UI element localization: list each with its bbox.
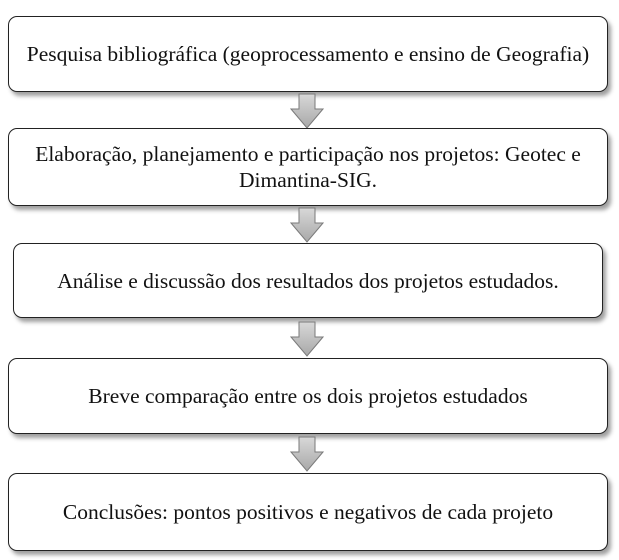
flow-step-2 (8, 128, 608, 206)
down-arrow-icon (290, 93, 324, 129)
down-arrow-icon (290, 436, 324, 472)
flow-step-5 (8, 473, 608, 551)
flow-step-1 (8, 16, 608, 92)
flow-step-5-text: Conclusões: pontos positivos e negativos de cada projeto (62, 500, 554, 524)
flow-step-2-text: Elaboração, planejamento e participação nos projetos: Geotec e Dimantina-SIG. (35, 142, 581, 192)
flow-step-3 (13, 243, 603, 318)
down-arrow-icon (290, 207, 324, 243)
flow-step-3-text: Análise e discussão dos resultados dos projetos estudados. (57, 268, 559, 293)
flow-step-4-text: Breve comparação entre os dois projetos estudados (88, 384, 528, 408)
down-arrow-icon (290, 321, 324, 357)
flow-step-4 (8, 358, 608, 434)
flow-step-1-text: Pesquisa bibliográfica (geoprocessamento e ensino de Geografia) (26, 42, 590, 66)
